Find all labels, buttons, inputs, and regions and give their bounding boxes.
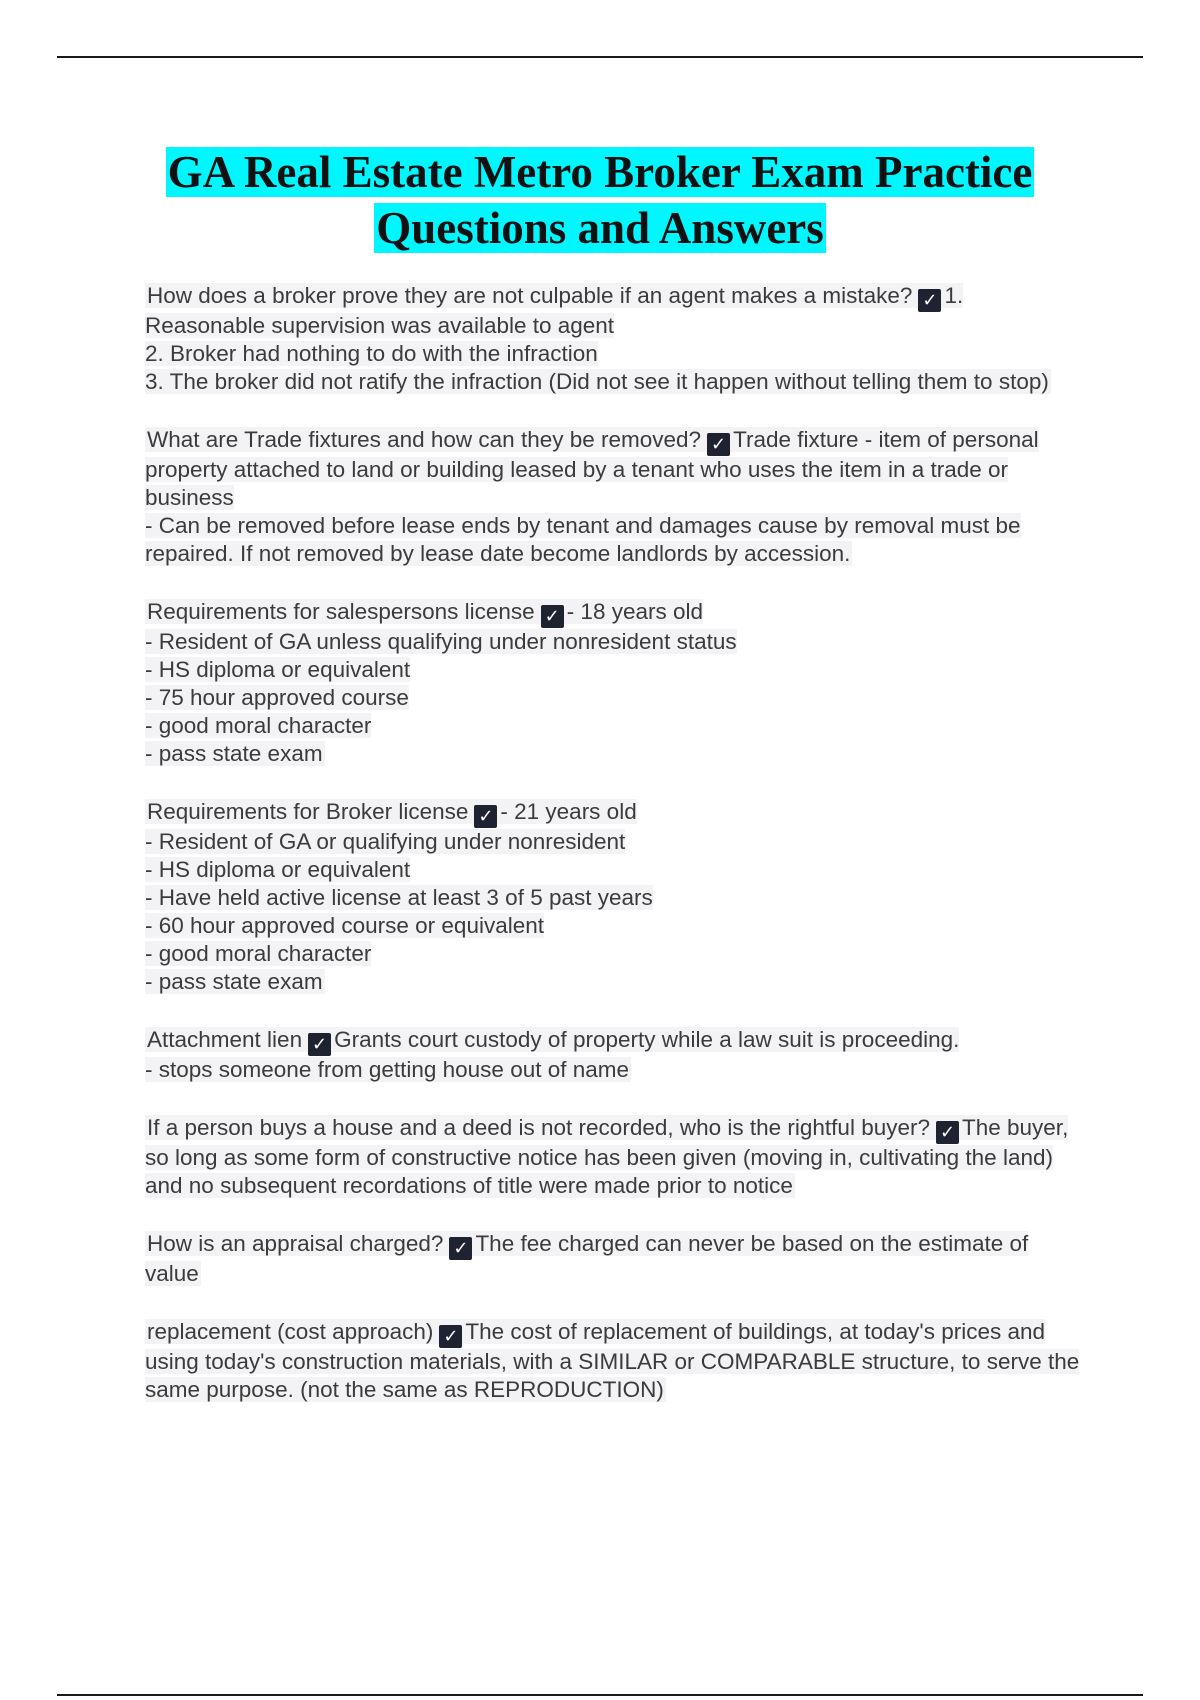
- answer-line: - 21 years old: [500, 799, 637, 824]
- answer-line: The fee charged can never be based on the estimate of value: [145, 1231, 1029, 1286]
- qa-item: [145, 1114, 1085, 1200]
- question: replacement (cost approach): [147, 1319, 434, 1344]
- answer-line: - 75 hour approved course: [145, 685, 409, 710]
- checkmark-icon: ✓: [439, 1325, 462, 1348]
- checkmark-icon: ✓: [541, 605, 564, 628]
- answer-line: - 60 hour approved course or equivalent: [145, 913, 545, 938]
- answer-line: Reasonable supervision was available to agent: [145, 313, 615, 338]
- answer-line: - good moral character: [145, 713, 372, 738]
- answer-line: - 18 years old: [566, 599, 704, 624]
- answer-line: Grants court custody of property while a law suit is proceeding.: [334, 1027, 960, 1052]
- question: If a person buys a house and a deed is not recorded, who is the rightful buyer?: [147, 1115, 930, 1140]
- checkmark-icon: ✓: [707, 433, 730, 456]
- question: How is an appraisal charged?: [147, 1231, 444, 1256]
- answer-line: - stops someone from getting house out of name: [145, 1057, 630, 1082]
- question: What are Trade fixtures and how can they be removed?: [147, 427, 702, 452]
- qa-item: [145, 598, 1085, 768]
- qa-item: [145, 798, 1085, 996]
- question: How does a broker prove they are not culpable if an agent makes a mistake?: [147, 283, 913, 308]
- answer-line: 3. The broker did not ratify the infraction (Did not see it happen without telling them to stop): [145, 369, 1049, 394]
- title-line-1: GA Real Estate Metro Broker Exam Practice: [167, 147, 1033, 197]
- qa-item: [145, 1318, 1085, 1404]
- answer-line: - Resident of GA unless qualifying under nonresident status: [145, 629, 737, 654]
- answer-line: The cost of replacement of buildings, at today's prices and using today's construction materials, with a SIMILAR or COMPARABLE structure, to serve the same purpose. (not the same as REPRODUCTION): [145, 1319, 1080, 1402]
- question: Requirements for salespersons license: [147, 599, 535, 624]
- checkmark-icon: ✓: [936, 1121, 959, 1144]
- answer-line: Trade fixture - item of personal property attached to land or building leased by a tenant who uses the item in a trade or business: [145, 427, 1039, 510]
- qa-item: [145, 1026, 1085, 1084]
- qa-item: [145, 426, 1085, 568]
- answer-line: - good moral character: [145, 941, 372, 966]
- answer-line: - pass state exam: [145, 741, 323, 766]
- title-line-2: Questions and Answers: [376, 203, 824, 253]
- qa-list: [145, 282, 1085, 1434]
- checkmark-icon: ✓: [449, 1237, 472, 1260]
- checkmark-icon: ✓: [474, 805, 497, 828]
- answer-line: - Have held active license at least 3 of 5 past years: [145, 885, 653, 910]
- answer-line: 2. Broker had nothing to do with the infraction: [145, 341, 598, 366]
- answer-line: - pass state exam: [145, 969, 323, 994]
- question: Requirements for Broker license: [147, 799, 469, 824]
- question: Attachment lien: [147, 1027, 303, 1052]
- answer-line: - Resident of GA or qualifying under nonresident: [145, 829, 626, 854]
- checkmark-icon: ✓: [308, 1033, 331, 1056]
- answer-line: - Can be removed before lease ends by tenant and damages cause by removal must be repaired. If not removed by lease date become landlords by accession.: [145, 513, 1021, 566]
- page-title: [60, 144, 1140, 256]
- bottom-rule: [57, 1694, 1143, 1696]
- qa-item: [145, 282, 1085, 396]
- top-rule: [57, 56, 1143, 58]
- answer-line: 1.: [944, 283, 964, 308]
- answer-line: The buyer, so long as some form of constructive notice has been given (moving in, cultivating the land) and no subsequent recordations of title were made prior to notice: [145, 1115, 1069, 1198]
- answer-line: - HS diploma or equivalent: [145, 857, 411, 882]
- qa-item: [145, 1230, 1085, 1288]
- checkmark-icon: ✓: [918, 289, 941, 312]
- answer-line: - HS diploma or equivalent: [145, 657, 411, 682]
